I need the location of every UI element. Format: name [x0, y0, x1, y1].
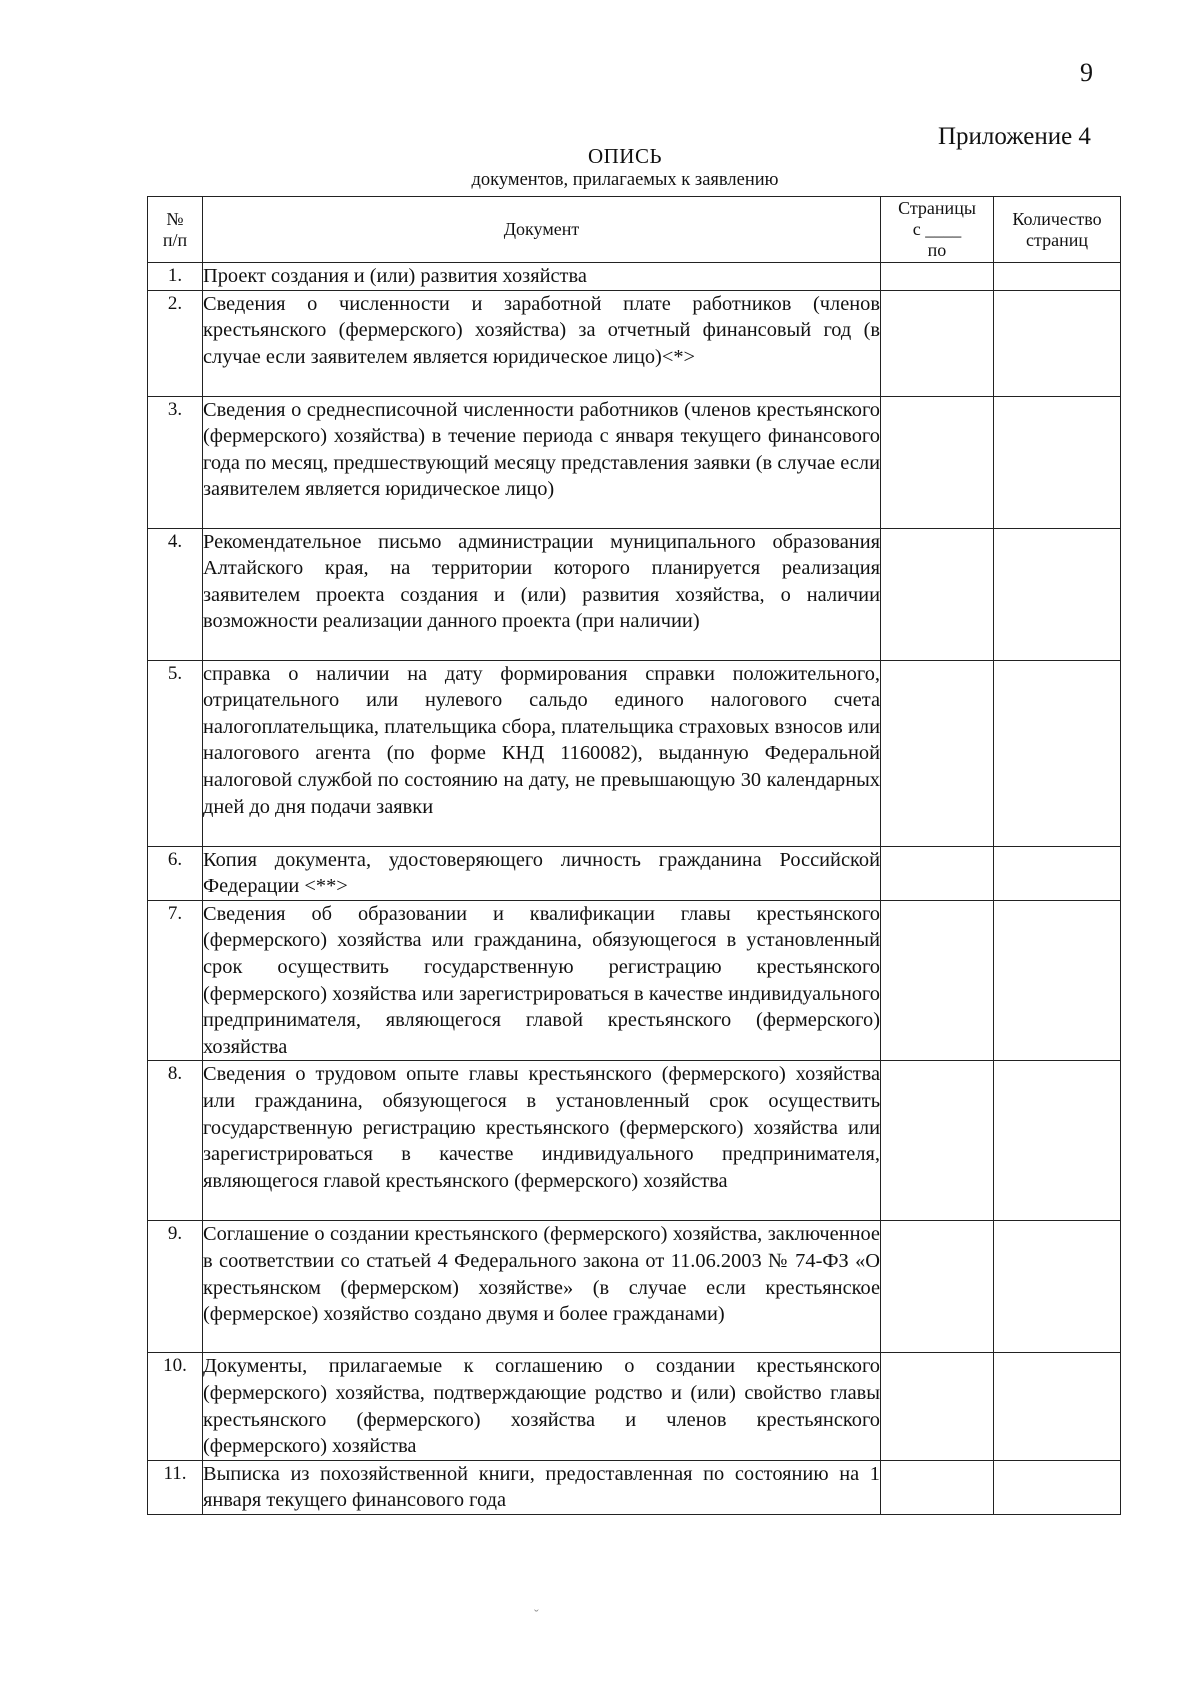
table-row [148, 846, 1121, 900]
scan-mark: ˇ [534, 1608, 539, 1623]
row-number: 10. [148, 1353, 203, 1460]
row-document-name: Копия документа, удостоверяющего личность гражданина Российской Федерации <**> [203, 846, 881, 900]
row-document-name: Проект создания и (или) развития хозяйства [203, 263, 881, 291]
row-document-name: Сведения об образовании и квалификации главы крестьянского (фермерского) хозяйства или гражданина, обязующегося в установленный срок осуществить государственную регистрацию крестьянского (фермерского) хозяйства или зарегистрироваться в качестве индивидуального предпринимателя, являющегося главой крестьянского (фермерского) хозяйства [203, 900, 881, 1061]
row-pages-cell [881, 1460, 994, 1514]
row-document-name: Сведения о численности и заработной плате работников (членов крестьянского (фермерского) хозяйства) за отчетный финансовый год (в случае если заявителем является юридическое лицо)<*> [203, 290, 881, 396]
header-document: Документ [203, 197, 881, 263]
row-pages-cell [881, 660, 994, 846]
row-page-count-cell [994, 1353, 1121, 1460]
row-number: 8. [148, 1061, 203, 1221]
row-pages-cell [881, 900, 994, 1061]
row-pages-cell [881, 528, 994, 660]
table-row [148, 1353, 1121, 1460]
row-number: 9. [148, 1221, 203, 1353]
row-number: 2. [148, 290, 203, 396]
table-row [148, 660, 1121, 846]
header-pages-label: Страницы [898, 198, 976, 218]
row-number: 3. [148, 396, 203, 528]
row-page-count-cell [994, 290, 1121, 396]
page-number: 9 [1080, 58, 1093, 87]
row-document-name: Рекомендательное письмо администрации муниципального образования Алтайского края, на территории которого планируется реализация заявителем проекта создания и (или) развития хозяйства, о наличии возможности реализации данного проекта (при наличии) [203, 528, 881, 660]
table-row [148, 263, 1121, 291]
row-page-count-cell [994, 660, 1121, 846]
row-document-name: Выписка из похозяйственной книги, предоставленная по состоянию на 1 января текущего финансового года [203, 1460, 881, 1514]
row-pages-cell [881, 263, 994, 291]
row-number: 11. [148, 1460, 203, 1514]
row-document-name: Сведения о трудовом опыте главы крестьянского (фермерского) хозяйства или гражданина, обязующегося в установленный срок осуществить государственную регистрацию крестьянского (фермерского) хозяйства или зарегистрироваться в качестве индивидуального предпринимателя, являющегося главой крестьянского (фермерского) хозяйства [203, 1061, 881, 1221]
table-row [148, 1221, 1121, 1353]
table-row [148, 1061, 1121, 1221]
row-pages-cell [881, 1221, 994, 1353]
row-pages-cell [881, 846, 994, 900]
row-page-count-cell [994, 1221, 1121, 1353]
row-document-name: Соглашение о создании крестьянского (фермерского) хозяйства, заключенное в соответствии со статьей 4 Федерального закона от 11.06.2003 № 74-ФЗ «О крестьянском (фермерском) хозяйстве» (в случае если крестьянское (фермерское) хозяйство создано двумя и более гражданами) [203, 1221, 881, 1353]
table-row [148, 290, 1121, 396]
table-body [148, 263, 1121, 1515]
header-pages [881, 197, 994, 263]
table-row [148, 1460, 1121, 1514]
row-page-count-cell [994, 900, 1121, 1061]
row-pages-cell [881, 290, 994, 396]
header-pages-from: с ____ [912, 219, 962, 239]
header-count-unit: страниц [1026, 229, 1088, 250]
table-row [148, 900, 1121, 1061]
row-page-count-cell [994, 263, 1121, 291]
row-number: 5. [148, 660, 203, 846]
row-page-count-cell [994, 396, 1121, 528]
document-title: ОПИСЬ [587, 144, 663, 168]
row-number: 1. [148, 263, 203, 291]
header-page-count [994, 197, 1121, 263]
row-pages-cell [881, 1353, 994, 1460]
row-number: 6. [148, 846, 203, 900]
header-count-label: Количество [1012, 208, 1102, 229]
row-page-count-cell [994, 846, 1121, 900]
table-row [148, 396, 1121, 528]
header-number-sign: № [166, 208, 184, 229]
appendix-label: Приложение 4 [938, 123, 1091, 150]
row-document-name: справка о наличии на дату формирования справки положительного, отрицательного или нулевого сальдо единого налогового счета налогоплательщика, плательщика сбора, плательщика страховых взносов или налогового агента (по форме КНД 1160082), выданную Федеральной налоговой службой по состоянию на дату, не превышающую 30 календарных дней до дня подачи заявки [203, 660, 881, 846]
header-pages-to: по [927, 240, 947, 260]
header-number-pp: п/п [162, 229, 188, 250]
row-document-name: Документы, прилагаемые к соглашению о создании крестьянского (фермерского) хозяйства, подтверждающие родство и (или) свойство главы крестьянского (фермерского) хозяйства и членов крестьянского (фермерского) хозяйства [203, 1353, 881, 1460]
row-pages-cell [881, 396, 994, 528]
row-page-count-cell [994, 528, 1121, 660]
row-document-name: Сведения о среднесписочной численности работников (членов крестьянского (фермерского) хозяйства) в течение периода с января текущего финансового года по месяц, предшествующий месяцу представления заявки (в случае если заявителем является юридическое лицо) [203, 396, 881, 528]
row-page-count-cell [994, 1460, 1121, 1514]
row-number: 4. [148, 528, 203, 660]
row-number: 7. [148, 900, 203, 1061]
documents-inventory-table [147, 196, 1121, 1515]
table-header-row [148, 197, 1121, 263]
row-page-count-cell [994, 1061, 1121, 1221]
row-pages-cell [881, 1061, 994, 1221]
document-subtitle: документов, прилагаемых к заявлению [471, 170, 779, 190]
table-row [148, 528, 1121, 660]
header-number [148, 197, 203, 263]
